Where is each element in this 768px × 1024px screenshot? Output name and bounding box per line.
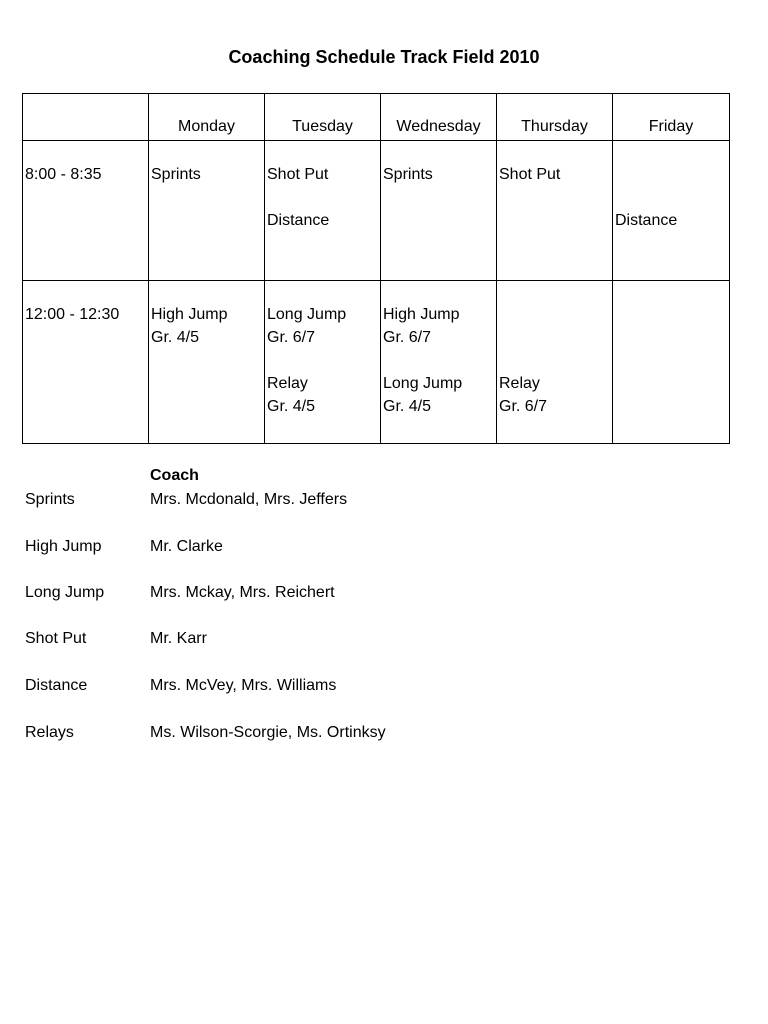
cell-entry: High Jump — [383, 306, 460, 323]
schedule-cell — [381, 141, 497, 281]
coach-event: Long Jump — [25, 584, 105, 601]
cell-entry: Gr. 4/5 — [151, 329, 200, 346]
coach-event: High Jump — [25, 538, 102, 555]
cell-entry: Distance — [267, 212, 330, 229]
table-row — [23, 281, 730, 444]
schedule-cell — [265, 281, 381, 444]
coach-names: Mrs. Mckay, Mrs. Reichert — [150, 584, 335, 601]
coach-row — [25, 677, 625, 697]
coach-row — [25, 538, 625, 558]
schedule-cell — [497, 141, 613, 281]
cell-entry: Sprints — [383, 166, 433, 183]
coach-names: Ms. Wilson-Scorgie, Ms. Ortinksy — [150, 724, 386, 741]
cell-entry: Distance — [615, 212, 678, 229]
time-label: 12:00 - 12:30 — [25, 306, 120, 323]
schedule-table — [22, 93, 730, 444]
day-header-friday: Friday — [613, 94, 730, 141]
cell-entry: Relay — [499, 375, 540, 392]
cell-spacer — [499, 326, 612, 349]
page-title: Coaching Schedule Track Field 2010 — [228, 47, 540, 67]
coach-row — [25, 491, 625, 511]
day-header-wednesday: Wednesday — [381, 94, 497, 141]
table-row — [23, 141, 730, 281]
coach-row — [25, 630, 625, 650]
day-header-thursday: Thursday — [497, 94, 613, 141]
table-header-row — [23, 94, 730, 141]
cell-spacer — [499, 303, 612, 326]
cell-entry: Gr. 4/5 — [267, 398, 316, 415]
cell-spacer — [615, 186, 729, 209]
coach-names: Mr. Clarke — [150, 538, 223, 555]
corner-cell — [23, 94, 149, 141]
coach-event: Distance — [25, 677, 88, 694]
cell-spacer — [499, 349, 612, 372]
cell-spacer — [267, 186, 380, 209]
schedule-cell — [497, 281, 613, 444]
day-header-tuesday: Tuesday — [265, 94, 381, 141]
time-label: 8:00 - 8:35 — [25, 166, 102, 183]
cell-entry: Gr. 6/7 — [499, 398, 548, 415]
cell-entry: Long Jump — [267, 306, 347, 323]
schedule-cell — [149, 281, 265, 444]
time-cell — [23, 281, 149, 444]
cell-entry: Gr. 6/7 — [267, 329, 316, 346]
cell-spacer — [267, 349, 380, 372]
schedule-cell — [265, 141, 381, 281]
coach-event: Sprints — [25, 491, 75, 508]
time-cell — [23, 141, 149, 281]
day-header-monday: Monday — [149, 94, 265, 141]
coach-event: Shot Put — [25, 630, 87, 647]
cell-entry: Shot Put — [267, 166, 329, 183]
cell-entry: Sprints — [151, 166, 201, 183]
cell-entry: Long Jump — [383, 375, 463, 392]
coach-row — [25, 724, 625, 744]
schedule-cell — [149, 141, 265, 281]
coach-row — [25, 584, 625, 604]
schedule-cell — [613, 141, 730, 281]
cell-spacer — [615, 163, 729, 186]
coach-names: Mrs. McVey, Mrs. Williams — [150, 677, 337, 694]
coach-names: Mrs. Mcdonald, Mrs. Jeffers — [150, 491, 348, 508]
cell-entry: Gr. 6/7 — [383, 329, 432, 346]
coach-heading: Coach — [150, 467, 199, 484]
cell-entry: High Jump — [151, 306, 228, 323]
coach-names: Mr. Karr — [150, 630, 207, 647]
cell-spacer — [383, 349, 496, 372]
cell-entry: Shot Put — [499, 166, 561, 183]
coach-event: Relays — [25, 724, 74, 741]
schedule-cell — [381, 281, 497, 444]
cell-entry: Gr. 4/5 — [383, 398, 432, 415]
schedule-cell — [613, 281, 730, 444]
cell-entry: Relay — [267, 375, 308, 392]
